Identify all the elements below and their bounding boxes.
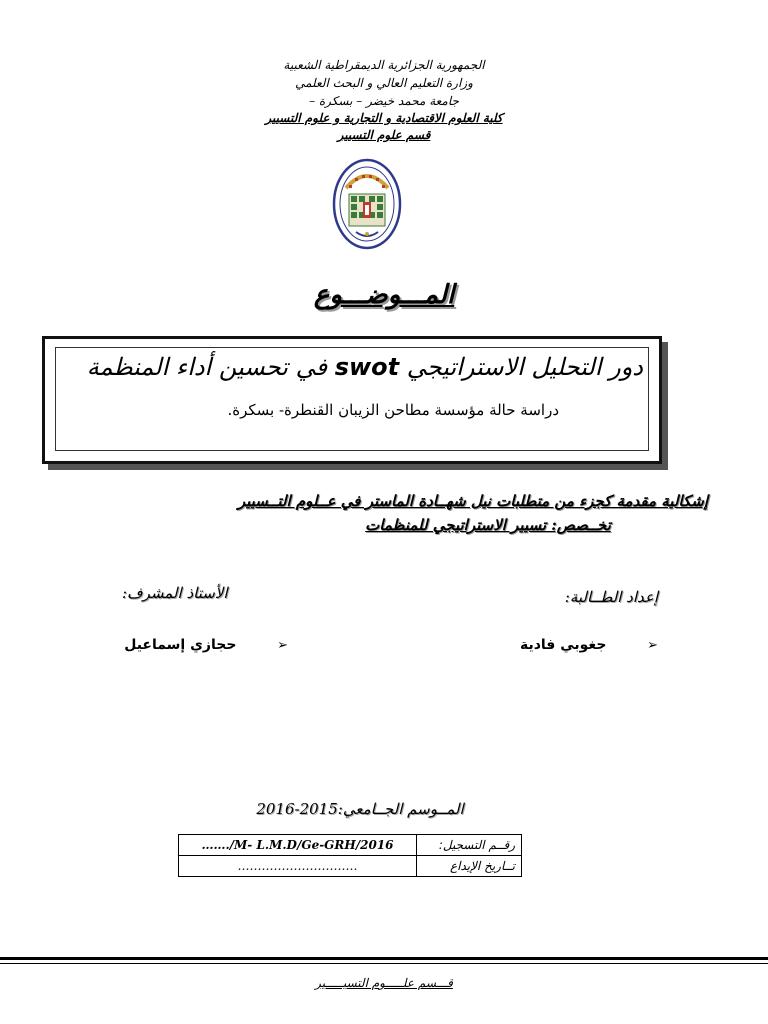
registration-table (178, 834, 522, 877)
university-logo (332, 158, 402, 250)
subject-heading: المـــوضـــوع (313, 280, 455, 310)
arrow-bullet-icon: ➢ (277, 638, 288, 653)
registration-number: ……./M- L.M.D/Ge-GRH/2016 (179, 835, 417, 856)
student-entry (478, 634, 658, 653)
thesis-title-part2: في تحسين أداء المنظمة (86, 353, 328, 381)
registration-number-label: رقــم التسجيل: (417, 835, 522, 856)
thesis-purpose: إشكالية مقدمة كجزء من متطلبات نيل شهــادة الماستر في عــلوم التــسيير (237, 492, 708, 510)
header-university: جامعة محمد خيضر – بسكرة – (309, 94, 459, 108)
student-label: إعداد الطــالبة: (564, 588, 658, 606)
footer-department: قـــسم علـــــوم التسيـــــير (315, 976, 453, 990)
supervisor-label: الأستاذ المشرف: (122, 584, 228, 602)
header-department: قسم علوم التسيير (337, 128, 431, 142)
thesis-specialty: تخــصص: تسيير الاستراتيجي للمنظمات (365, 516, 611, 534)
header-faculty: كلية العلوم الاقتصادية و التجارية و علوم التسيير (265, 111, 503, 125)
thesis-title (87, 353, 643, 381)
arrow-bullet-icon: ➢ (647, 638, 658, 653)
header-ministry: وزارة التعليم العالي و البحث العلمي (295, 76, 473, 90)
deposit-date: ………………………… (179, 856, 417, 877)
thesis-title-keyword: swot (334, 353, 400, 381)
supervisor-entry (118, 634, 288, 653)
footer-divider-thin (0, 963, 768, 964)
supervisor-name: حجازي إسماعيل (124, 637, 237, 653)
title-box (42, 336, 662, 464)
table-row (179, 835, 522, 856)
student-name: جغوبي فادية (519, 637, 607, 653)
deposit-date-label: تــاريخ الإيداع (417, 856, 522, 877)
thesis-title-part1: دور التحليل الاستراتيجي (406, 353, 643, 381)
table-row (179, 856, 522, 877)
academic-season: المــوسم الجــامعي:2015-2016 (256, 800, 464, 818)
thesis-subtitle: دراسة حالة مؤسسة مطاحن الزيبان القنطرة- بسكرة. (227, 401, 559, 419)
header-republic: الجمهورية الجزائرية الديمقراطية الشعبية (283, 58, 485, 72)
footer-divider (0, 957, 768, 960)
